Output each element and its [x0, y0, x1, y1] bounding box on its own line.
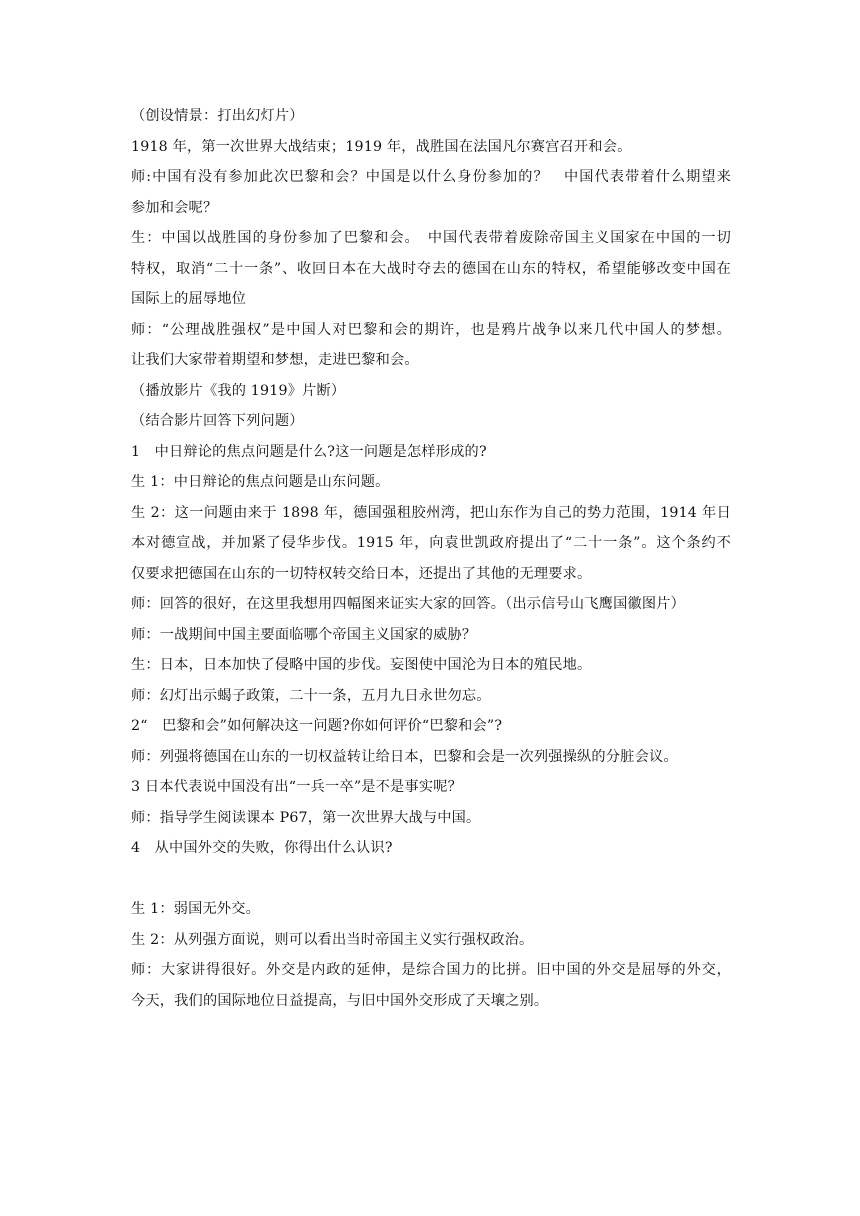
film-note: （播放影片《我的 1919》片断） [131, 382, 346, 399]
teacher-question: 师：一战期间中国主要面临哪个帝国主义国家的威胁？ [131, 626, 477, 643]
text-line: 参加和会呢？ [131, 199, 218, 216]
teacher-remark: 师：指导学生阅读课本 P67，第一次世界大战与中国。 [131, 809, 481, 826]
student-answer: 生：中国以战胜国的身份参加了巴黎和会。 中国代表带着废除帝国主义国家在中国的一切 [131, 230, 731, 246]
text-line: 本对德宣战，并加紧了侵华步伐。1915 年，向袁世凯政府提出了“二十一条”。这个条约不 [131, 535, 731, 551]
teacher-question: 师:中国有没有参加此次巴黎和会？中国是以什么身份参加的？ 中国代表带着什么期望来 [131, 169, 731, 185]
instruction-note: （结合影片回答下列问题） [131, 413, 304, 429]
blank-line [131, 864, 731, 895]
student-2-answer: 生 2：从列强方面说，则可以看出当时帝国主义实行强权政治。 [131, 931, 534, 948]
student-2-answer: 生 2：这一问题由来于 1898 年，德国强租胶州湾，把山东作为自己的势力范围，1914 年日 [131, 504, 731, 521]
question-1: 1 中日辩论的焦点问题是什么?这一问题是怎样形成的? [131, 443, 487, 460]
question-4: 4 从中国外交的失败，你得出什么认识? [131, 840, 393, 856]
text-line: 让我们大家带着期望和梦想，走进巴黎和会。 [131, 352, 419, 368]
question-3: 3 日本代表说中国没有出“一兵一卒”是不是事实呢？ [131, 779, 462, 795]
text-line: 仅要求把德国在山东的一切特权转交给日本，还提出了其他的无理要求。 [131, 565, 592, 582]
text-line: 今天，我们的国际地位日益提高，与旧中国外交形成了天壤之别。 [131, 992, 549, 1009]
scene-note: （创设情景：打出幻灯片） [131, 108, 304, 124]
teacher-remark: 师：列强将德国在山东的一切权益转让给日本，巴黎和会是一次列强操纵的分脏会议。 [131, 748, 678, 765]
student-1-answer: 生 1：弱国无外交。 [131, 901, 261, 917]
teacher-remark: 师：回答的很好，在这里我想用四幅图来证实大家的回答。（出示信号山飞鹰国徽图片） [131, 596, 686, 612]
student-answer: 生：日本，日本加快了侵略中国的步伐。妄图使中国沦为日本的殖民地。 [131, 657, 592, 673]
question-2: 2“ 巴黎和会”如何解决这一问题?你如何评价“巴黎和会”? [131, 718, 503, 734]
teacher-remark: 师：“公理战胜强权”是中国人对巴黎和会的期许，也是鸦片战争以来几代中国人的梦想。 [131, 321, 731, 338]
text-line: 1918 年，第一次世界大战结束；1919 年，战胜国在法国凡尔赛宫召开和会。 [131, 138, 632, 155]
text-line: 特权，取消“二十一条”、收回日本在大战时夺去的德国在山东的特权，希望能够改变中国在 [131, 260, 731, 277]
student-1-answer: 生 1：中日辩论的焦点问题是山东问题。 [131, 474, 390, 490]
document-body [131, 101, 731, 1016]
teacher-remark: 师：幻灯出示蝎子政策，二十一条，五月九日永世勿忘。 [131, 687, 491, 704]
teacher-summary: 师：大家讲得很好。外交是内政的延伸，是综合国力的比拼。旧中国的外交是屈辱的外交， [131, 962, 731, 978]
text-line: 国际上的屈辱地位 [131, 291, 247, 307]
